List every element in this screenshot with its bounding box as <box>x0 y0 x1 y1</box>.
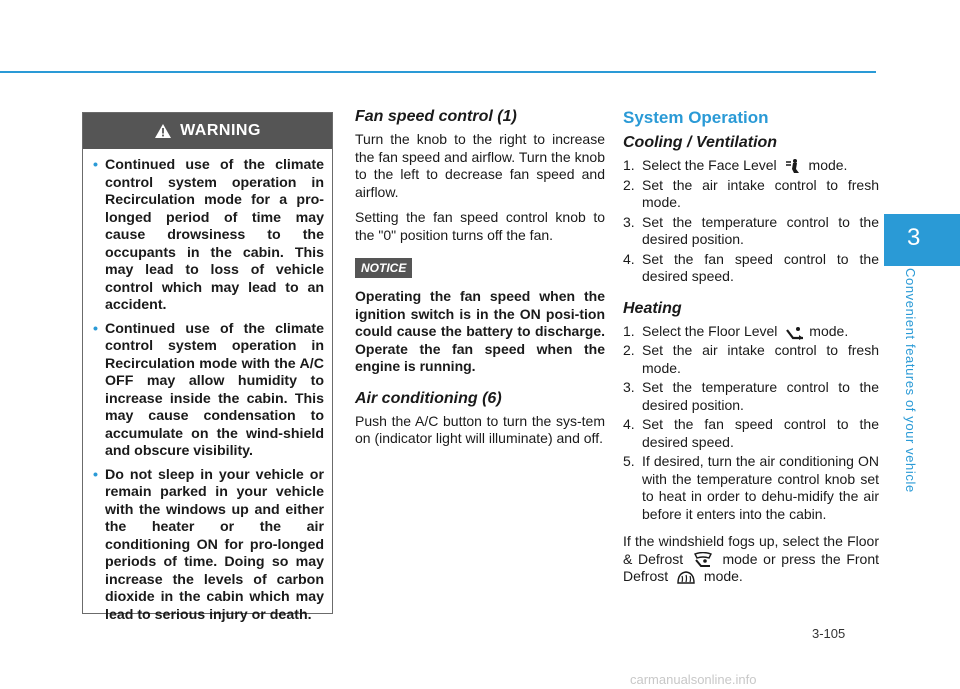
list-item: 4. Set the fan speed control to the desired speed. <box>623 416 879 450</box>
air-conditioning-heading: Air conditioning (6) <box>355 389 502 407</box>
warning-box <box>82 112 333 623</box>
list-item: 1. Select the Face Level mode. <box>623 157 848 173</box>
bullet-icon: • <box>93 157 98 173</box>
warning-list <box>83 149 332 624</box>
warning-item: • Do not sleep in your vehicle or remain parked in your vehicle with the windows up and either the heater or the air conditioning ON for pro-longed periods of time. Doing so may increase the levels of carbon dioxide in the cabin which may lead to serious injury or death. <box>93 466 324 623</box>
bullet-icon: • <box>93 320 98 337</box>
bullet-icon: • <box>93 466 98 483</box>
list-item: 2. Set the air intake control to fresh mode. <box>623 342 879 376</box>
right-column <box>623 108 879 594</box>
warning-item: • Continued use of the climate control system operation in Recirculation mode for a pro-longed period of time may cause drowsiness to the occupants in the cabin. This may lead to loss of vehicle control which may lead to an accident. <box>93 157 324 313</box>
warning-item: • Continued use of the climate control system operation in Recirculation mode with the A/C OFF may allow humidity to increase inside the cabin. This may cause condensation to accumulate on the wind-shield and obscure visibility. <box>93 320 324 459</box>
floor-level-mode-icon <box>785 324 805 340</box>
list-item: 4. Set the fan speed control to the desired speed. <box>623 250 879 284</box>
chapter-number: 3 <box>907 224 921 251</box>
list-item: 1. Select the Floor Level mode. <box>623 322 849 339</box>
notice-badge: NOTICE <box>355 258 412 278</box>
defrost-text: If the windshield fogs up, select the Floor & Defrost mode or press the Front Defrost mode. <box>623 533 879 584</box>
warning-triangle-icon <box>154 123 172 139</box>
fan-speed-text-1: Turn the knob to the right to increase the fan speed and airflow. Turn the knob to the left to decrease fan speed and airflow. <box>355 131 605 200</box>
air-conditioning-text: Push the A/C button to turn the sys-tem on (indicator light will illuminate) and off. <box>355 412 605 446</box>
warning-header <box>83 113 332 149</box>
middle-column <box>355 108 605 456</box>
heating-heading: Heating <box>623 299 682 317</box>
floor-defrost-mode-icon <box>693 552 713 568</box>
page-number: 3-105 <box>812 626 846 641</box>
list-item: 3. Set the temperature control to the desired position. <box>623 213 879 247</box>
chapter-title: Convenient features of your vehicle <box>903 268 918 493</box>
fan-speed-text-2: Setting the fan speed control knob to the "0" position turns off the fan. <box>355 209 605 243</box>
list-item: 5. If desired, turn the air conditioning ON with the temperature control knob set to heat in order to dehu-midify the air before it enters into the cabin. <box>623 453 879 522</box>
watermark: carmanualsonline.info <box>630 672 757 687</box>
top-rule <box>0 71 876 73</box>
fan-speed-heading: Fan speed control (1) <box>355 108 517 125</box>
cooling-steps <box>623 157 879 286</box>
heating-steps <box>623 323 879 524</box>
front-defrost-icon <box>676 569 696 585</box>
list-item: 3. Set the temperature control to the desired position. <box>623 379 879 413</box>
cooling-heading: Cooling / Ventilation <box>623 134 778 151</box>
system-operation-heading: System Operation <box>623 108 769 127</box>
chapter-tab <box>884 214 960 266</box>
list-item: 2. Set the air intake control to fresh mode. <box>623 176 879 210</box>
face-level-mode-icon <box>785 158 805 174</box>
notice-text: Operating the fan speed when the ignition switch is in the ON posi-tion could cause the battery to discharge. Operate the fan speed when the engine is running. <box>355 288 605 374</box>
warning-label: WARNING <box>180 122 261 139</box>
